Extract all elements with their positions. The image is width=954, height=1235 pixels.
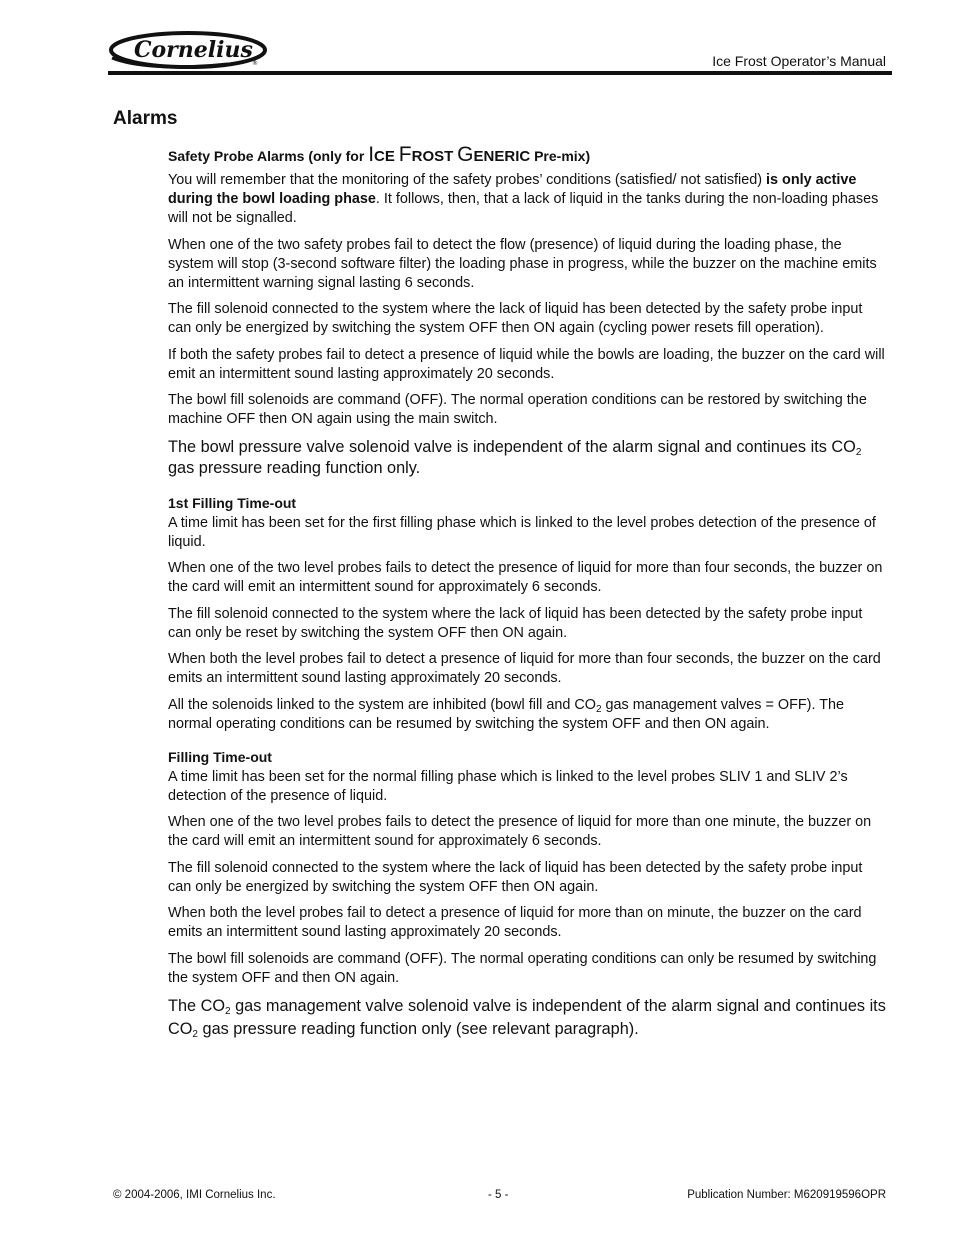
first-filling-paragraph-5: All the solenoids linked to the system are inhibited (bowl fill and $CO_2$ gas management valves = OFF). The normal operating conditions can be resumed by switching the system OFF and then ON again. (168, 696, 844, 732)
safety-paragraph-6: The bowl pressure valve solenoid valve is independent of the alarm signal and continues its $CO_2$ gas pressure reading function only. (168, 437, 862, 477)
copyright: © 2004-2006, IMI Cornelius Inc. (113, 1189, 276, 1201)
cornelius-logo (108, 28, 268, 72)
header-rule (108, 71, 892, 75)
safety-paragraph-2: When one of the two safety probes fail to detect the flow (presence) of liquid during the loading phase, the system will stop (3-second software filter) the loading phase in progress, while the buzzer on the machine emits an intermittent warning signal lasting 6 seconds. (168, 236, 877, 291)
section-title: Alarms (113, 108, 178, 129)
filling-paragraph-6: The $CO_2$ gas management valve solenoid valve is independent of the alarm signal and continues its $CO_2$ gas pressure reading function only (see relevant paragraph). (168, 997, 886, 1040)
filling-paragraph-5: The bowl fill solenoids are command (OFF). The normal operating conditions can only be resumed by switching the system OFF and then ON again. (168, 950, 877, 986)
filling-paragraph-2: When one of the two level probes fails to detect the presence of liquid for more than one minute, the buzzer on the card will emit an intermittent sound for approximately 6 seconds. (168, 814, 872, 849)
safety-paragraph-3: The fill solenoid connected to the system where the lack of liquid has been detected by the safety probe input can only be energized by switching the system OFF then ON again (cycling power resets fill operation). (168, 301, 863, 336)
svg-text:Cornelius: Cornelius (134, 37, 253, 63)
safety-probe-heading: Safety Probe Alarms (only for ICE FROST GENERIC Pre-mix) (168, 143, 591, 166)
first-filling-paragraph-2: When one of the two level probes fails to detect the presence of liquid for more than four seconds, the buzzer on the card will emit an intermittent sound for approximately 6 seconds. (168, 560, 883, 595)
publication-number: Publication Number: M620919596OPR (687, 1189, 886, 1201)
filling-timeout-heading: Filling Time-out (168, 748, 272, 765)
page-header (108, 28, 892, 78)
svg-text:®: ® (252, 60, 258, 67)
first-filling-heading: 1st Filling Time-out (168, 494, 297, 511)
safety-paragraph-4: If both the safety probes fail to detect a presence of liquid while the bowls are loading, the buzzer on the card will emit an intermittent sound lasting approximately 20 seconds. (168, 346, 885, 382)
main-content (168, 143, 886, 1045)
safety-paragraph-1: You will remember that the monitoring of the safety probes’ conditions (satisfied/ not satisfied) is only active during the bowl loading phase. It follows, then, that a lack of liquid in the tanks during the non-loading phases will not be signalled. (168, 172, 879, 226)
filling-paragraph-4: When both the level probes fail to detect a presence of liquid for more than on minute, the buzzer on the card emits an intermittent sound lasting approximately 20 seconds. (168, 905, 862, 940)
page-number: - 5 - (488, 1189, 509, 1201)
first-filling-paragraph-3: The fill solenoid connected to the system where the lack of liquid has been detected by the safety probe input can only be reset by switching the system OFF then ON again. (168, 605, 863, 641)
safety-paragraph-5: The bowl fill solenoids are command (OFF). The normal operation conditions can be restored by switching the machine OFF then ON again using the main switch. (168, 392, 867, 427)
filling-paragraph-1: A time limit has been set for the normal filling phase which is linked to the level probes SLIV 1 and SLIV 2’s detection of the presence of liquid. (168, 768, 848, 804)
first-filling-paragraph-4: When both the level probes fail to detect a presence of liquid for more than four seconds, the buzzer on the card emits an intermittent sound lasting approximately 20 seconds. (168, 651, 881, 686)
manual-title: Ice Frost Operator’s Manual (712, 53, 886, 69)
first-filling-paragraph-1: A time limit has been set for the first filling phase which is linked to the level probes detection of the presence of liquid. (168, 514, 876, 550)
filling-paragraph-3: The fill solenoid connected to the system where the lack of liquid has been detected by the safety probe input can only be energized by switching the system OFF then ON again. (168, 859, 863, 895)
